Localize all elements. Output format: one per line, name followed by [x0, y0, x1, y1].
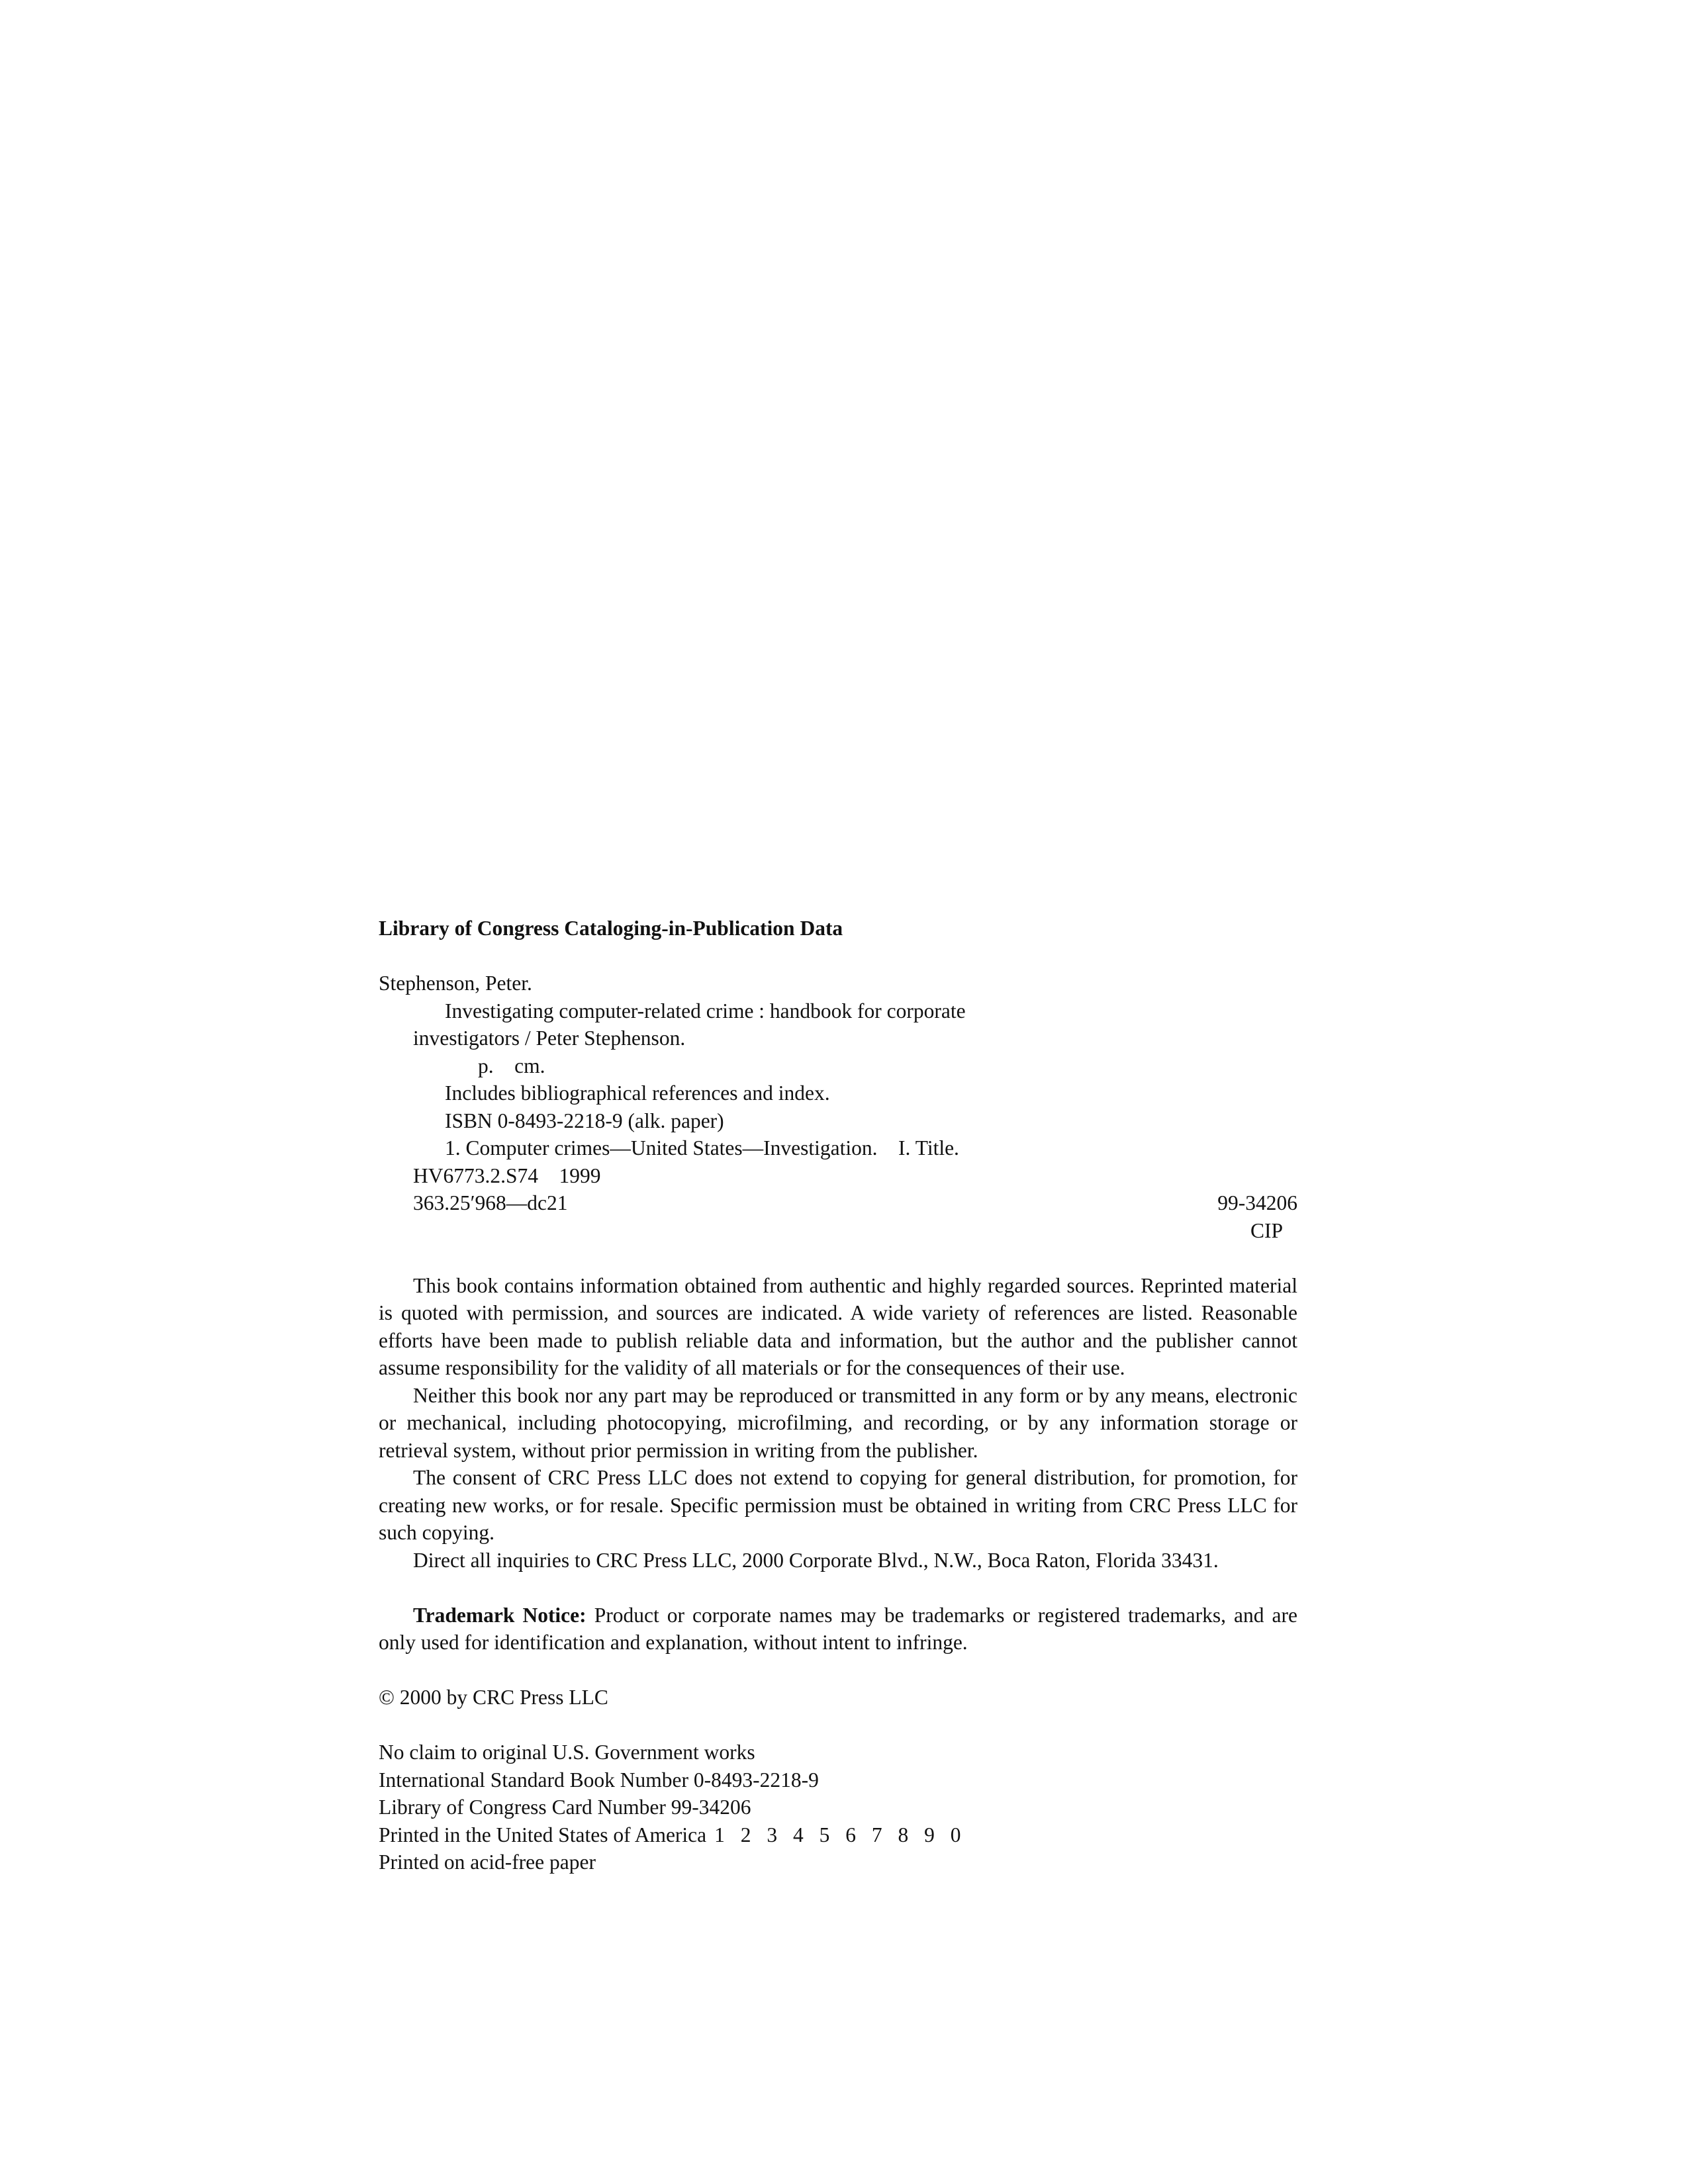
spacer: [379, 942, 1297, 970]
cip-dewey-row: [379, 1189, 1297, 1217]
cip-title-line2: investigators / Peter Stephenson.: [413, 1026, 686, 1050]
trademark-text: Product or corporate names may be trademarks or registered trademarks, and are only used for identification and explanation, without intent to infringe.: [379, 1603, 1297, 1654]
spacer: [379, 1657, 1297, 1684]
cip-isbn: ISBN 0-8493-2218-9 (alk. paper): [445, 1109, 724, 1132]
notice-paragraph-2: Neither this book nor any part may be reproduced or transmitted in any form or by any means, electronic or mechanical, including photocopying, microfilming, and recording, or by any information storage or retrieval system, without prior permission in writing from the publisher.: [379, 1383, 1297, 1462]
notice-paragraph-4: Direct all inquiries to CRC Press LLC, 2000 Corporate Blvd., N.W., Boca Raton, Florida 33431.: [413, 1548, 1219, 1572]
cip-mark: CIP: [1250, 1218, 1283, 1242]
notice-paragraph-1: This book contains information obtained from authentic and highly regarded sources. Reprinted material is quoted with permission, and sources are indicated. A wide variety of references are listed. Reasonable efforts have been made to publish reliable data and information, but the author and the publisher cannot assume responsibility for the validity of all materials or for the consequences of their use.: [379, 1273, 1297, 1379]
copyright-line: © 2000 by CRC Press LLC: [379, 1686, 608, 1709]
cip-heading: Library of Congress Cataloging-in-Publication Data: [379, 917, 843, 940]
cip-author: Stephenson, Peter.: [379, 972, 532, 995]
cip-lccn: 99-34206: [1217, 1191, 1297, 1214]
cip-physical: p. cm.: [478, 1054, 545, 1077]
cip-subjects: 1. Computer crimes—United States—Investigation. I. Title.: [445, 1136, 959, 1160]
notice-paragraph-3: The consent of CRC Press LLC does not extend to copying for general distribution, for promotion, for creating new works, or for resale. Specific permission must be obtained in writing from CRC Press LLC for such copying.: [379, 1466, 1297, 1544]
imprint-line-4: [379, 1821, 1297, 1849]
cip-dewey: 363.25′968—dc21: [413, 1191, 568, 1214]
spacer: [379, 1244, 1297, 1272]
spacer: [379, 1711, 1297, 1739]
imprint-line-2: International Standard Book Number 0-8493-2218-9: [379, 1768, 819, 1792]
cip-title-line1: Investigating computer-related crime : handbook for corporate: [445, 999, 966, 1023]
imprint-line-3: Library of Congress Card Number 99-34206: [379, 1796, 751, 1819]
cip-notes: Includes bibliographical references and index.: [445, 1081, 830, 1105]
trademark-label: Trademark Notice:: [413, 1603, 586, 1627]
printed-in-text: Printed in the United States of America: [379, 1823, 707, 1846]
imprint-line-1: No claim to original U.S. Government works: [379, 1741, 755, 1764]
spacer: [379, 1574, 1297, 1602]
trademark-notice: [379, 1602, 1297, 1657]
imprint-line-5: Printed on acid-free paper: [379, 1850, 596, 1874]
page-content: [379, 915, 1297, 1876]
printing-number-line: 1 2 3 4 5 6 7 8 9 0: [714, 1823, 966, 1846]
cip-lc-class: HV6773.2.S74 1999: [413, 1163, 601, 1187]
